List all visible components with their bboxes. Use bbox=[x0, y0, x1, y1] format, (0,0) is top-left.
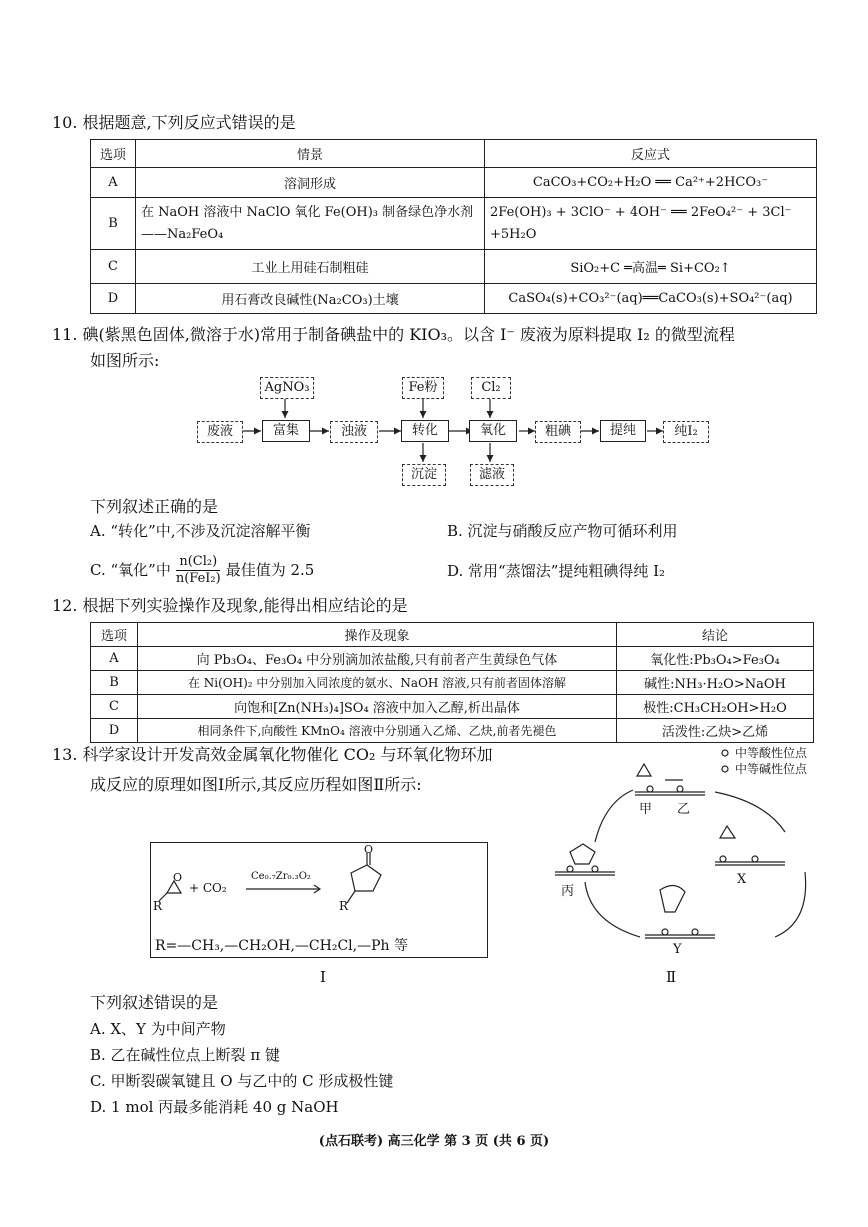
q12-table bbox=[90, 622, 814, 743]
q11-option-c-fraction bbox=[173, 554, 224, 587]
flow-suspension: 浊液 bbox=[330, 421, 378, 443]
page-footer: (点石联考) 高三化学 第 3 页 (共 6 页) bbox=[318, 1134, 550, 1149]
flow-convert: 转化 bbox=[401, 420, 449, 442]
q12-row-a-option: A bbox=[91, 647, 138, 671]
q12-row-b-conclusion: 碱性:NH₃·H₂O>NaOH bbox=[617, 671, 814, 695]
q10-row-c-equation: SiO₂+C ═高温═ Si+CO₂↑ bbox=[485, 250, 817, 284]
flow-enrich: 富集 bbox=[262, 420, 310, 442]
q11-option-c-numerator: n(Cl₂) bbox=[176, 554, 220, 571]
q12-header-option: 选项 bbox=[91, 623, 138, 647]
q10-row-c-scene: 工业上用硅石制粗硅 bbox=[136, 250, 485, 284]
q12-row-a-conclusion: 氧化性:Pb₃O₄>Fe₃O₄ bbox=[617, 647, 814, 671]
flow-oxidize: 氧化 bbox=[469, 420, 517, 442]
label-x: X bbox=[737, 872, 747, 887]
q10-row-a-equation: CaCO₃+CO₂+H₂O ══ Ca²⁺+2HCO₃⁻ bbox=[485, 168, 817, 198]
q11-stem-line1: 11. 碘(紫黑色固体,微溶于水)常用于制备碘盐中的 KIO₃。以含 I⁻ 废液为原料提取 I₂ 的微型流程 bbox=[52, 325, 735, 344]
q12-header-conclusion: 结论 bbox=[617, 623, 814, 647]
legend-acid-site: 中等酸性位点 bbox=[735, 746, 808, 760]
flow-pure-iodine: 纯I₂ bbox=[663, 421, 709, 443]
q10-header-equation: 反应式 bbox=[485, 140, 817, 168]
flow-precipitate: 沉淀 bbox=[402, 464, 446, 486]
q11-option-c bbox=[90, 550, 314, 590]
q10-row-b-equation: 2Fe(OH)₃ + 3ClO⁻ + 4OH⁻ ══ 2FeO₄²⁻ + 3Cl⁻ +5H₂O bbox=[485, 198, 817, 250]
flow-waste-liquid: 废液 bbox=[197, 421, 243, 443]
q12-row-d-conclusion: 活泼性:乙炔>乙烯 bbox=[617, 719, 814, 743]
q12-row-c-conclusion: 极性:CH₃CH₂OH>H₂O bbox=[617, 695, 814, 719]
flow-fe-powder: Fe粉 bbox=[402, 377, 444, 399]
q12-row-a-operation: 向 Pb₃O₄、Fe₃O₄ 中分别滴加浓盐酸,只有前者产生黄绿色气体 bbox=[138, 647, 617, 671]
flow-crude-iodine: 粗碘 bbox=[535, 421, 581, 443]
q12-row-c-option: C bbox=[91, 695, 138, 719]
q10-table bbox=[90, 139, 817, 314]
figure-1-catalyst: Ce₀.₇Zr₀.₃O₂ bbox=[251, 871, 311, 882]
q11-option-c-pre: C. “氧化”中 bbox=[90, 561, 171, 579]
q11-option-c-post: 最佳值为 2.5 bbox=[225, 561, 315, 579]
q10-header-scene: 情景 bbox=[136, 140, 485, 168]
figure-1-box: O R + CO₂ Ce₀.₇Zr₀.₃O₂ O R R=—CH₃,—CH₂OH,—CH₂Cl,—Ph 等 bbox=[150, 842, 488, 958]
figure-1-caption: Ⅰ bbox=[320, 968, 326, 986]
q13-option-a: A. X、Y 为中间产物 bbox=[90, 1020, 226, 1038]
q10-row-b-option: B bbox=[91, 198, 136, 250]
figure-2-drawing bbox=[555, 742, 825, 982]
q11-prompt: 下列叙述正确的是 bbox=[90, 497, 219, 516]
q12-row-c-operation: 向饱和[Zn(NH₃)₄]SO₄ 溶液中加入乙醇,析出晶体 bbox=[138, 695, 617, 719]
label-jia: 甲 bbox=[639, 802, 653, 817]
q12-row-b-option: B bbox=[91, 671, 138, 695]
flow-filtrate: 滤液 bbox=[470, 464, 514, 486]
q10-stem: 10. 根据题意,下列反应式错误的是 bbox=[52, 113, 296, 132]
q10-row-d-scene: 用石膏改良碱性(Na₂CO₃)土壤 bbox=[136, 284, 485, 314]
q10-header-option: 选项 bbox=[91, 140, 136, 168]
figure-1-r-label-product: R bbox=[339, 899, 349, 913]
figure-1-co2: + CO₂ bbox=[189, 881, 227, 895]
q10-row-d-equation: CaSO₄(s)+CO₃²⁻(aq)══CaCO₃(s)+SO₄²⁻(aq) bbox=[485, 284, 817, 314]
q13-option-b: B. 乙在碱性位点上断裂 π 键 bbox=[90, 1046, 280, 1064]
q13-option-c: C. 甲断裂碳氧键且 O 与乙中的 C 形成极性键 bbox=[90, 1072, 394, 1090]
label-y: Y bbox=[673, 942, 682, 957]
q12-row-d-option: D bbox=[91, 719, 138, 743]
label-bing: 丙 bbox=[561, 884, 575, 899]
q10-row-b-scene: 在 NaOH 溶液中 NaClO 氧化 Fe(OH)₃ 制备绿色净水剂——Na₂FeO₄ bbox=[136, 198, 485, 250]
q10-row-a-option: A bbox=[91, 168, 136, 198]
q13-stem-line1: 13. 科学家设计开发高效金属氧化物催化 CO₂ 与环氧化物环加 bbox=[52, 745, 493, 764]
q11-option-b: B. 沉淀与硝酸反应产物可循环利用 bbox=[447, 522, 678, 540]
legend-base-site: 中等碱性位点 bbox=[735, 762, 808, 776]
flow-cl2: Cl₂ bbox=[471, 377, 511, 399]
label-yi: 乙 bbox=[677, 802, 691, 817]
q12-row-d-operation: 相同条件下,向酸性 KMnO₄ 溶液中分别通入乙烯、乙炔,前者先褪色 bbox=[138, 719, 617, 743]
flow-agno3: AgNO₃ bbox=[260, 377, 314, 399]
q10-row-a-scene: 溶洞形成 bbox=[136, 168, 485, 198]
q13-stem-line2: 成反应的原理如图Ⅰ所示,其反应历程如图Ⅱ所示: bbox=[90, 775, 422, 794]
figure-2-caption: Ⅱ bbox=[666, 968, 677, 986]
q12-row-b-operation: 在 Ni(OH)₂ 中分别加入同浓度的氨水、NaOH 溶液,只有前者固体溶解 bbox=[138, 671, 617, 695]
q10-row-c-option: C bbox=[91, 250, 136, 284]
figure-2 bbox=[555, 742, 825, 982]
q11-option-c-denominator: n(FeI₂) bbox=[175, 570, 221, 586]
figure-1-r-label: R bbox=[153, 899, 163, 913]
q13-option-d: D. 1 mol 丙最多能消耗 40 g NaOH bbox=[90, 1098, 339, 1116]
flow-purify: 提纯 bbox=[600, 420, 646, 442]
q11-option-d: D. 常用“蒸馏法”提纯粗碘得纯 I₂ bbox=[447, 562, 666, 580]
q12-stem: 12. 根据下列实验操作及现象,能得出相应结论的是 bbox=[52, 596, 408, 615]
q10-row-d-option: D bbox=[91, 284, 136, 314]
q12-header-operation: 操作及现象 bbox=[138, 623, 617, 647]
q11-option-a: A. “转化”中,不涉及沉淀溶解平衡 bbox=[90, 522, 311, 540]
figure-1-r-definition: R=—CH₃,—CH₂OH,—CH₂Cl,—Ph 等 bbox=[155, 938, 408, 954]
q13-prompt: 下列叙述错误的是 bbox=[90, 993, 219, 1012]
q11-stem-line2: 如图所示: bbox=[90, 351, 160, 370]
